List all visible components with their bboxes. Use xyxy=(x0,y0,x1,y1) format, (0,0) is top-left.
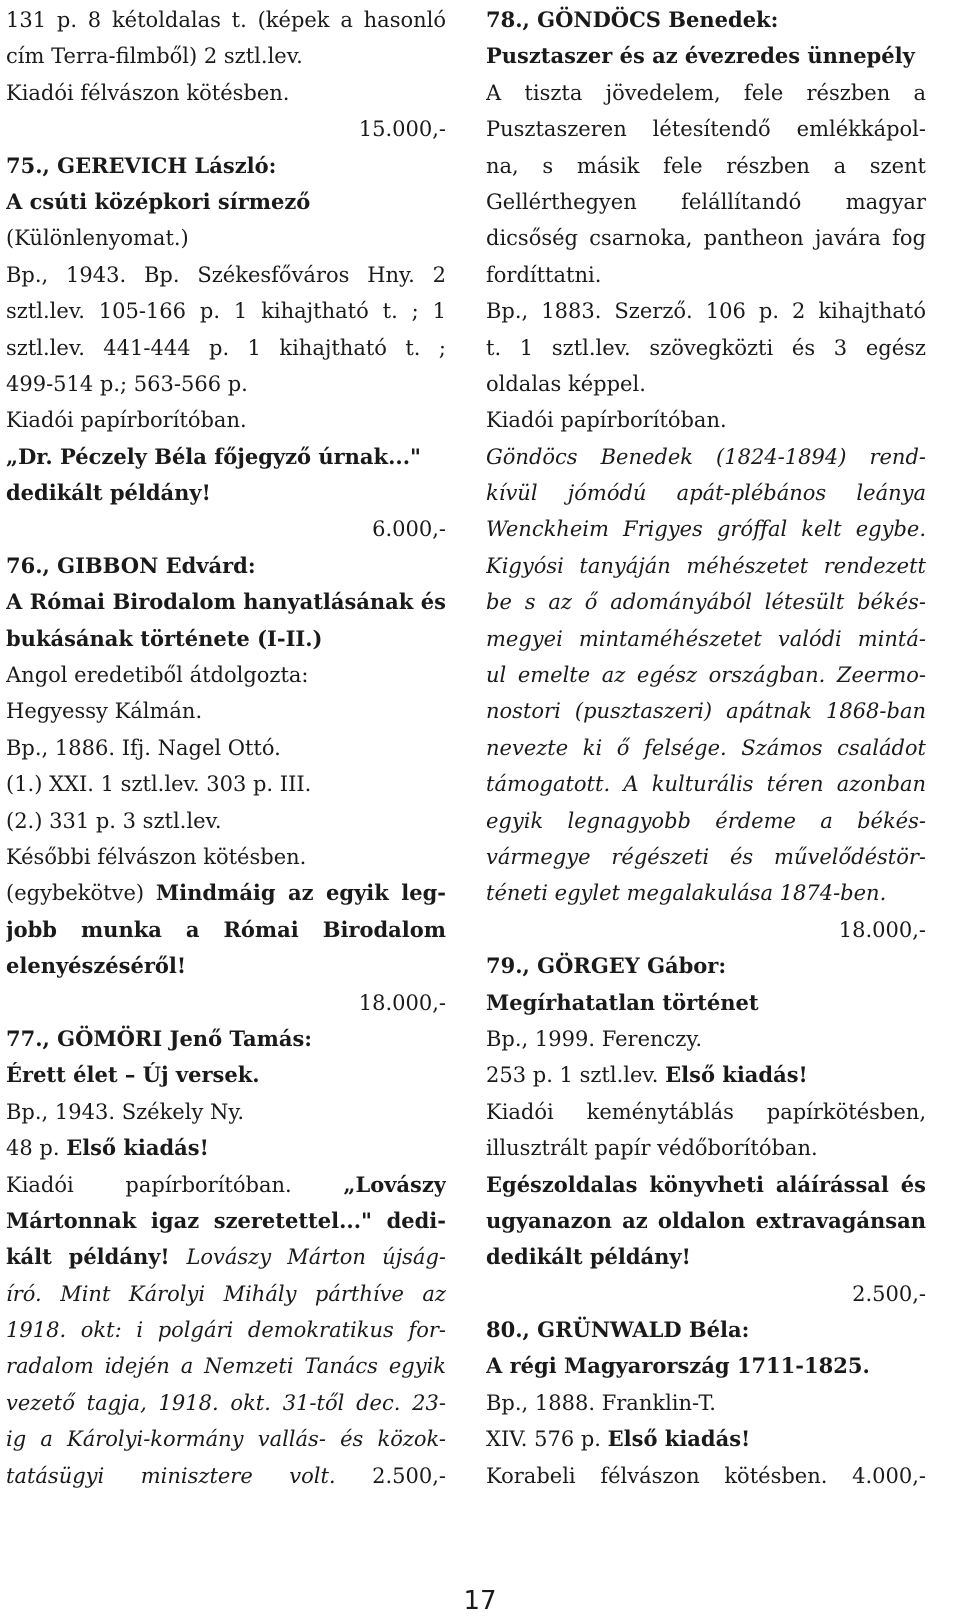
text-segment: XIV. 576 p. xyxy=(486,1427,608,1452)
text-line xyxy=(6,293,446,329)
text-segment: A régi Magyarország 1711-1825. xyxy=(486,1353,870,1379)
text-segment: ig a Károlyi-kormány vallás- és közok- xyxy=(6,1427,446,1452)
text-segment: 80., GRÜNWALD Béla: xyxy=(486,1317,750,1343)
text-line xyxy=(6,1348,446,1384)
text-line xyxy=(6,475,446,511)
text-segment: kált példány! xyxy=(6,1244,187,1270)
text-segment: Bp., 1883. Szerző. 106 p. 2 kihajtható xyxy=(486,299,926,324)
text-segment: (Különlenyomat.) xyxy=(6,226,189,251)
text-line xyxy=(6,439,446,475)
text-segment: 2.500,- xyxy=(335,1463,446,1488)
text-line xyxy=(486,1094,926,1130)
text-line xyxy=(6,730,446,766)
text-segment: 15.000,- xyxy=(358,117,446,142)
text-line xyxy=(6,2,446,38)
text-segment: megyei mintaméhészetet valódi mintá- xyxy=(486,626,926,651)
text-line xyxy=(6,839,446,875)
text-line xyxy=(486,1057,926,1093)
text-segment: Kiadói keménytáblás papírkötésben, xyxy=(486,1099,926,1124)
text-line xyxy=(486,948,926,984)
text-line xyxy=(6,184,446,220)
text-segment: tatásügyi minisztere volt. xyxy=(6,1463,336,1488)
text-segment: dedikált példány! xyxy=(486,1244,691,1270)
text-line xyxy=(486,1458,926,1494)
text-line xyxy=(6,366,446,402)
text-segment: nostori (pusztaszeri) apátnak 1868-ban xyxy=(486,699,926,724)
text-segment: 48 p. xyxy=(6,1136,67,1161)
text-segment: sztl.lev. 105-166 p. 1 kihajtható t. ; 1 xyxy=(6,299,446,324)
text-segment: vármegye régészeti és művelődéstör- xyxy=(486,844,926,869)
text-line xyxy=(486,2,926,38)
text-line xyxy=(6,621,446,657)
text-line xyxy=(486,803,926,839)
text-segment: Lovászy Márton újság- xyxy=(186,1245,446,1270)
text-segment: Kiadói papírborítóban. xyxy=(6,1172,344,1197)
text-segment: Bp., 1943. Bp. Székesfőváros Hny. 2 xyxy=(6,262,446,287)
left-column xyxy=(6,2,446,1494)
text-line xyxy=(486,875,926,911)
text-segment: Megírhatatlan történet xyxy=(486,989,759,1015)
text-line xyxy=(486,657,926,693)
text-segment: 18.000,- xyxy=(838,917,926,942)
text-segment: kívül jómódú apát-plébános leánya xyxy=(486,481,926,506)
text-segment: 253 p. 1 sztl.lev. xyxy=(486,1063,666,1088)
text-line xyxy=(6,1130,446,1166)
text-segment: A tiszta jövedelem, fele részben a xyxy=(486,80,926,105)
text-segment: egyik legnagyobb érdeme a békés- xyxy=(486,808,926,833)
text-segment: 78., GÖNDÖCS Benedek: xyxy=(486,7,779,32)
text-line xyxy=(486,621,926,657)
text-line xyxy=(6,803,446,839)
text-segment: (2.) 331 p. 3 sztl.lev. xyxy=(6,808,222,833)
text-line xyxy=(486,75,926,111)
text-line xyxy=(486,548,926,584)
text-segment: A Római Birodalom hanyatlásának és xyxy=(6,589,446,615)
text-line xyxy=(486,257,926,293)
text-line xyxy=(6,1458,446,1494)
text-line xyxy=(6,1239,446,1275)
text-segment: Kiadói papírborítóban. xyxy=(6,408,247,433)
text-line xyxy=(6,985,446,1021)
text-segment: ul emelte az egész országban. Zeermo- xyxy=(486,663,926,688)
text-line xyxy=(6,1203,446,1239)
text-line xyxy=(486,584,926,620)
text-line xyxy=(486,475,926,511)
text-segment: Későbbi félvászon kötésben. xyxy=(6,844,307,869)
text-line xyxy=(486,38,926,74)
text-line xyxy=(486,111,926,147)
text-segment: 18.000,- xyxy=(358,990,446,1015)
text-line xyxy=(486,1021,926,1057)
text-line xyxy=(6,220,446,256)
text-line xyxy=(486,1203,926,1239)
text-segment: 131 p. 8 kétoldalas t. (képek a hasonló xyxy=(6,8,446,32)
text-line xyxy=(486,1385,926,1421)
text-line xyxy=(6,657,446,693)
text-segment: t. 1 sztl.lev. szövegközti és 3 egész xyxy=(486,335,926,360)
text-line xyxy=(486,1276,926,1312)
text-segment: Egészoldalas könyvheti aláírással és xyxy=(486,1171,926,1197)
text-line xyxy=(6,548,446,584)
text-line xyxy=(486,184,926,220)
text-segment: be s az ő adományából létesült békés- xyxy=(486,590,926,615)
text-segment: Első kiadás! xyxy=(66,1135,209,1161)
text-segment: illusztrált papír védőborítóban. xyxy=(486,1136,818,1161)
text-segment: Kiadói papírborítóban. xyxy=(486,408,727,433)
text-segment: oldalas képpel. xyxy=(486,371,646,396)
text-segment: radalom idején a Nemzeti Tanács egyik xyxy=(6,1354,446,1379)
text-line xyxy=(6,330,446,366)
text-segment: Göndöcs Benedek (1824-1894) rend- xyxy=(486,444,926,469)
text-segment: 499-514 p.; 563-566 p. xyxy=(6,371,248,396)
text-line xyxy=(486,839,926,875)
text-segment: Kiadói félvászon kötésben. xyxy=(6,80,290,105)
text-line xyxy=(486,1348,926,1384)
text-segment: vezető tagja, 1918. okt. 31-től dec. 23- xyxy=(6,1390,446,1415)
text-line xyxy=(486,511,926,547)
text-segment: 77., GÖMÖRI Jenő Tamás: xyxy=(6,1025,313,1051)
text-line xyxy=(486,1167,926,1203)
text-segment: ugyanazon az oldalon extravagánsan xyxy=(486,1207,926,1233)
text-segment: Wenckheim Frigyes gróffal kelt egybe. xyxy=(486,517,926,542)
text-segment: 1918. okt: i polgári demokratikus for- xyxy=(6,1318,446,1343)
text-segment: Hegyessy Kálmán. xyxy=(6,699,203,724)
text-line xyxy=(486,985,926,1021)
text-segment: Mindmáig az egyik leg- xyxy=(155,880,446,906)
text-segment: Pusztaszeren létesítendő emlékkápol- xyxy=(486,117,926,142)
text-segment: 6.000,- xyxy=(372,517,446,542)
text-segment: 2.500,- xyxy=(852,1281,926,1306)
text-segment: fordíttatni. xyxy=(486,262,602,287)
text-line xyxy=(6,693,446,729)
text-line xyxy=(6,1385,446,1421)
text-segment: bukásának története (I-II.) xyxy=(6,625,323,651)
text-segment: Első kiadás! xyxy=(665,1062,808,1088)
text-segment: támogatott. A kulturális téren azonban xyxy=(486,772,926,797)
text-segment: Érett élet – Új versek. xyxy=(6,1062,260,1088)
text-line xyxy=(6,1021,446,1057)
text-line xyxy=(6,1094,446,1130)
text-line xyxy=(6,912,446,948)
text-line xyxy=(6,875,446,911)
text-segment: 79., GÖRGEY Gábor: xyxy=(486,953,727,979)
text-line xyxy=(6,257,446,293)
text-segment: dedikált példány! xyxy=(6,480,211,506)
text-segment: 76., GIBBON Edvárd: xyxy=(6,552,256,578)
text-segment: Gellérthegyen felállítandó magyar xyxy=(486,189,926,214)
text-line xyxy=(6,1167,446,1203)
text-line xyxy=(486,1312,926,1348)
text-segment: na, s másik fele részben a szent xyxy=(486,153,926,178)
text-segment: Első kiadás! xyxy=(607,1426,751,1452)
text-line xyxy=(6,38,446,74)
text-segment: Bp., 1943. Székely Ny. xyxy=(6,1099,245,1124)
text-line xyxy=(6,111,446,147)
text-line xyxy=(486,1239,926,1275)
text-segment: Pusztaszer és az évezredes ünnepély xyxy=(486,43,915,69)
text-segment: 75., GEREVICH László: xyxy=(6,152,277,178)
text-segment: elenyészéséről! xyxy=(6,953,187,979)
text-segment: sztl.lev. 441-444 p. 1 kihajtható t. ; xyxy=(6,335,446,360)
page-number: 17 xyxy=(463,1586,497,1616)
text-segment: Korabeli félvászon kötésben. 4.000,- xyxy=(486,1463,926,1488)
text-line xyxy=(486,730,926,766)
text-line xyxy=(6,766,446,802)
text-segment: Kigyósi tanyáján méhészetet rendezett xyxy=(486,553,926,578)
text-line xyxy=(486,1130,926,1166)
text-line xyxy=(6,148,446,184)
text-line xyxy=(486,148,926,184)
text-line xyxy=(6,511,446,547)
text-line xyxy=(6,1057,446,1093)
text-segment: Angol eredetiből átdolgozta: xyxy=(6,663,309,688)
text-segment: „Lovászy xyxy=(343,1171,446,1197)
text-segment: A csúti középkori sírmező xyxy=(6,188,311,214)
text-line xyxy=(6,1276,446,1312)
text-line xyxy=(486,293,926,329)
text-line xyxy=(486,766,926,802)
text-line xyxy=(6,75,446,111)
text-line xyxy=(486,330,926,366)
text-segment: író. Mint Károlyi Mihály párthíve az xyxy=(6,1281,446,1306)
text-line xyxy=(6,948,446,984)
text-line xyxy=(486,693,926,729)
text-segment: (egybekötve) xyxy=(6,881,156,906)
text-segment: Mártonnak igaz szeretettel..." dedi- xyxy=(6,1207,446,1233)
text-segment: dicsőség csarnoka, pantheon javára fog xyxy=(486,226,926,251)
text-segment: nevezte ki ő felsége. Számos családot xyxy=(486,735,926,760)
text-segment: jobb munka a Római Birodalom xyxy=(6,916,446,942)
text-line xyxy=(6,1421,446,1457)
text-segment: cím Terra-filmből) 2 sztl.lev. xyxy=(6,44,303,69)
text-line xyxy=(6,1312,446,1348)
text-line xyxy=(486,439,926,475)
text-segment: „Dr. Péczely Béla főjegyző úrnak..." xyxy=(6,443,421,469)
right-column xyxy=(486,2,926,1494)
text-segment: Bp., 1886. Ifj. Nagel Ottó. xyxy=(6,735,281,760)
text-segment: téneti egylet megalakulása 1874-ben. xyxy=(486,881,887,906)
text-line xyxy=(486,912,926,948)
text-line xyxy=(6,402,446,438)
text-segment: (1.) XXI. 1 sztl.lev. 303 p. III. xyxy=(6,772,312,797)
text-line xyxy=(486,1421,926,1457)
text-line xyxy=(486,220,926,256)
text-line xyxy=(6,584,446,620)
text-segment: Bp., 1999. Ferenczy. xyxy=(486,1026,703,1051)
text-line xyxy=(486,366,926,402)
text-segment: Bp., 1888. Franklin-T. xyxy=(486,1390,716,1415)
text-line xyxy=(486,402,926,438)
